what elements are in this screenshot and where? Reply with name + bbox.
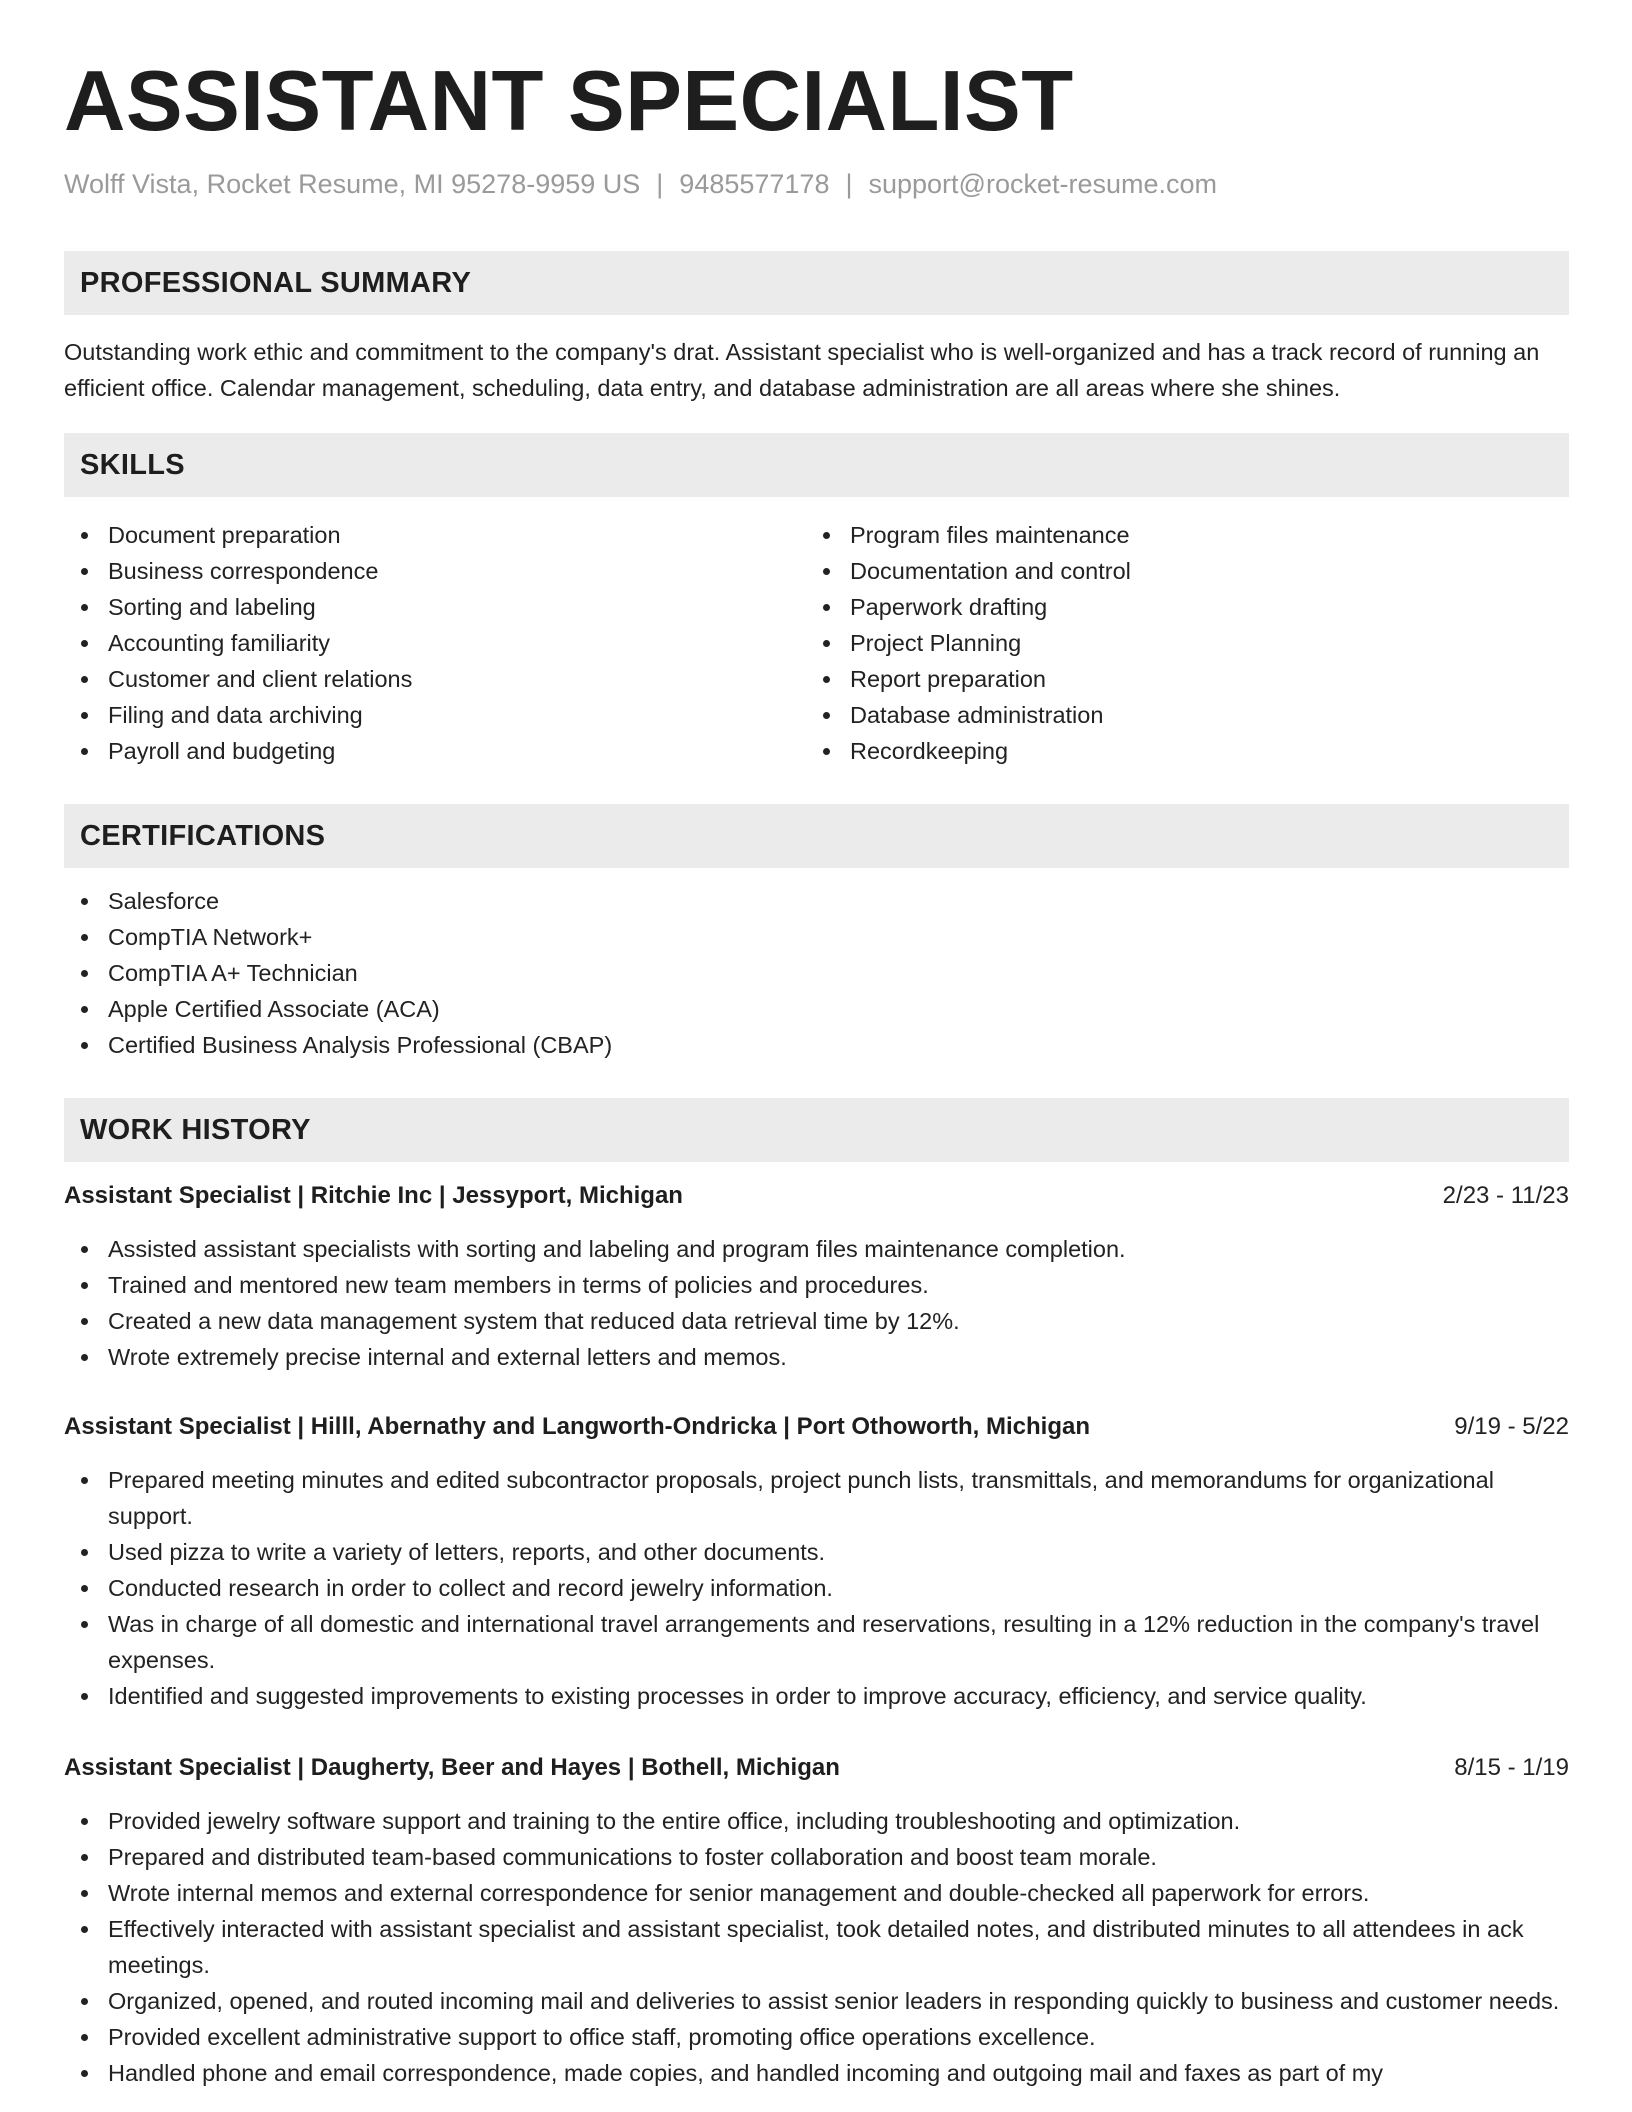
contact-phone: 9485577178 [679,169,830,199]
certification-item: CompTIA A+ Technician [64,955,1569,991]
skill-item: Paperwork drafting [806,589,1546,625]
summary-text: Outstanding work ethic and commitment to the company's drat. Assistant specialist who is well-organized and has a track record of running an efficient office. Calendar management, scheduling, data entry, and database administration are all areas where she shines. [64,339,1540,401]
job-bullet: Organized, opened, and routed incoming mail and deliveries to assist senior leaders in responding quickly to business and customer needs. [64,1983,1569,2019]
job-bullet: Handled phone and email correspondence, made copies, and handled incoming and outgoing mail and faxes as part of my [64,2055,1569,2091]
skill-item: Sorting and labeling [64,589,804,625]
job-bullet: Was in charge of all domestic and international travel arrangements and reservations, resulting in a 12% reduction in the company's travel expenses. [64,1606,1569,1678]
skill-item: Project Planning [806,625,1546,661]
candidate-name: ASSISTANT SPECIALIST [64,54,1074,149]
job-title: Assistant Specialist | Hilll, Abernathy and Langworth-Ondricka | Port Othoworth, Michigan [64,1413,1090,1440]
certification-item: CompTIA Network+ [64,919,1569,955]
job-bullet: Provided jewelry software support and training to the entire office, including troubleshooting and optimization. [64,1803,1569,1839]
skill-item: Payroll and budgeting [64,733,804,769]
section-header-work-history [64,1098,1569,1162]
certifications-list [64,883,1569,1063]
job-dates: 8/15 - 1/19 [1454,1754,1569,1781]
job-bullet: Trained and mentored new team members in terms of policies and procedures. [64,1267,1569,1303]
job-header [64,1409,1569,1445]
job-bullet: Prepared meeting minutes and edited subcontractor proposals, project punch lists, transmittals, and memorandums for organizational support. [64,1462,1569,1534]
job-title: Assistant Specialist | Ritchie Inc | Jessyport, Michigan [64,1182,683,1209]
certification-item: Apple Certified Associate (ACA) [64,991,1569,1027]
section-title: WORK HISTORY [80,1114,311,1146]
section-title: PROFESSIONAL SUMMARY [80,267,472,299]
job-bullets [64,1462,1569,1714]
section-header-skills [64,433,1569,497]
skill-item: Database administration [806,697,1546,733]
job-bullet: Identified and suggested improvements to existing processes in order to improve accuracy, efficiency, and service quality. [64,1678,1569,1714]
job-bullets [64,1803,1569,2091]
skill-item: Customer and client relations [64,661,804,697]
job-bullets [64,1231,1569,1375]
skill-item: Documentation and control [806,553,1546,589]
skills-list-left [64,517,804,769]
job-header [64,1178,1569,1214]
section-header-certifications [64,804,1569,868]
job-bullet: Provided excellent administrative support to office staff, promoting office operations excellence. [64,2019,1569,2055]
job-header [64,1750,1569,1786]
skill-item: Recordkeeping [806,733,1546,769]
section-header-summary [64,251,1569,315]
contact-line [64,166,1217,202]
job-bullet: Assisted assistant specialists with sorting and labeling and program files maintenance completion. [64,1231,1569,1267]
job-bullet: Created a new data management system that reduced data retrieval time by 12%. [64,1303,1569,1339]
job-dates: 2/23 - 11/23 [1442,1182,1569,1209]
job-bullet: Effectively interacted with assistant specialist and assistant specialist, took detailed notes, and distributed minutes to all attendees in ack meetings. [64,1911,1569,1983]
job-bullet: Prepared and distributed team-based communications to foster collaboration and boost team morale. [64,1839,1569,1875]
job-bullet: Wrote extremely precise internal and external letters and memos. [64,1339,1569,1375]
skill-item: Report preparation [806,661,1546,697]
contact-address: Wolff Vista, Rocket Resume, MI 95278-9959 US [64,169,641,199]
section-title: CERTIFICATIONS [80,820,326,852]
certification-item: Certified Business Analysis Professional (CBAP) [64,1027,1569,1063]
skill-item: Filing and data archiving [64,697,804,733]
contact-email: support@rocket-resume.com [868,169,1218,199]
skills-list-right [806,517,1546,769]
section-title: SKILLS [80,449,185,481]
skill-item: Business correspondence [64,553,804,589]
job-title: Assistant Specialist | Daugherty, Beer and Hayes | Bothell, Michigan [64,1754,840,1781]
job-bullet: Conducted research in order to collect and record jewelry information. [64,1570,1569,1606]
job-bullet: Wrote internal memos and external correspondence for senior management and double-checked all paperwork for errors. [64,1875,1569,1911]
skill-item: Program files maintenance [806,517,1546,553]
contact-separator: | [845,169,853,199]
contact-separator: | [656,169,664,199]
job-dates: 9/19 - 5/22 [1454,1413,1569,1440]
job-bullet: Used pizza to write a variety of letters, reports, and other documents. [64,1534,1569,1570]
skill-item: Document preparation [64,517,804,553]
certification-item: Salesforce [64,883,1569,919]
skill-item: Accounting familiarity [64,625,804,661]
